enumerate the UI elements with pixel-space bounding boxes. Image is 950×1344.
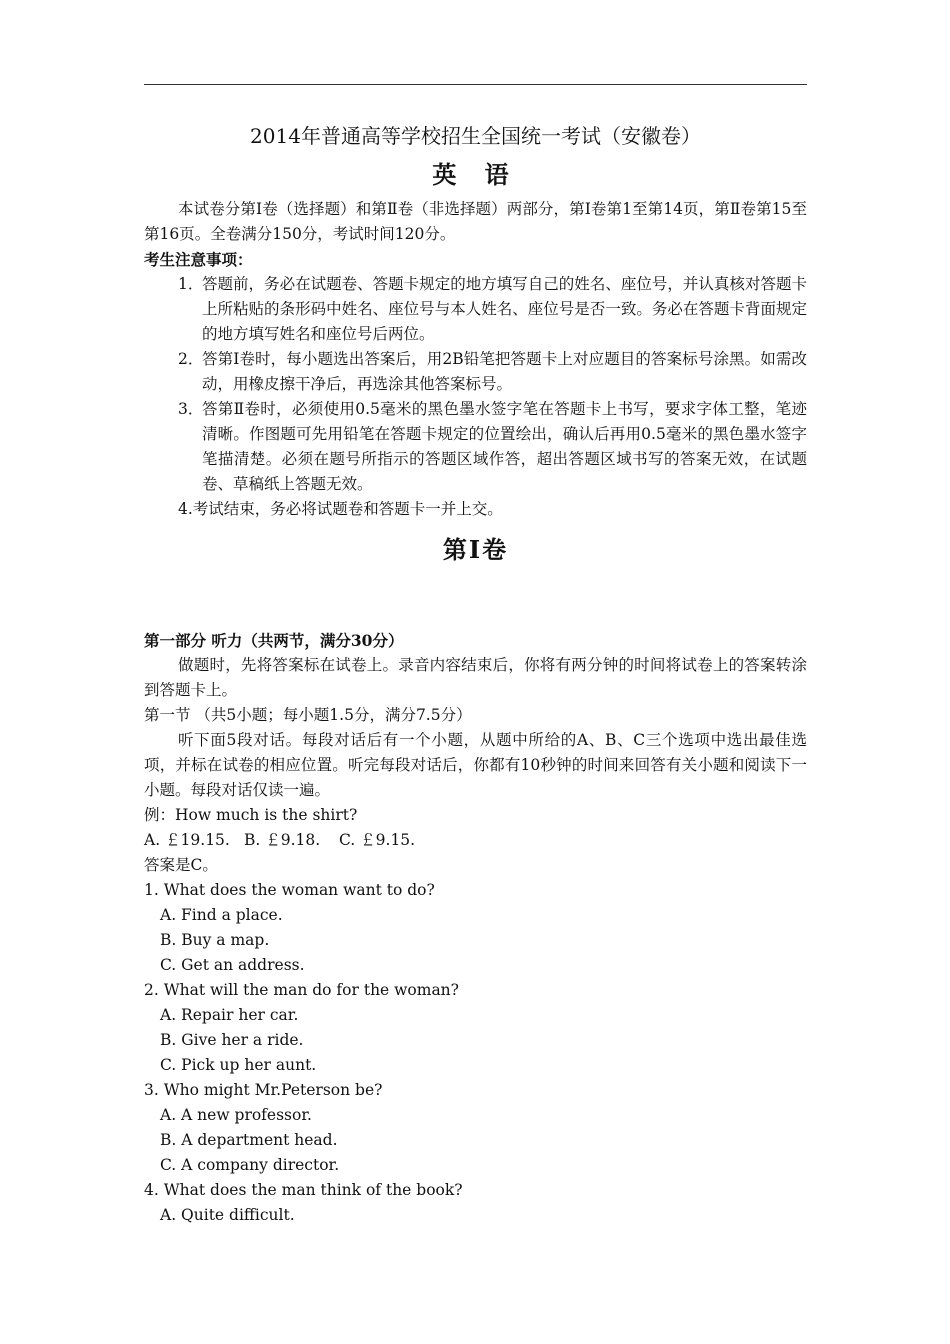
question-2-option-a: A. Repair her car. [160, 1006, 299, 1024]
section1-instruction: 听下面5段对话。每段对话后有一个小题，从题中所给的A、B、C三个选项中选出最佳选项，并标在试卷的相应位置。听完每段对话后，你都有10秒钟的时间来回答有关小题和阅读下一小题。每段对话仅读一遍。 [144, 731, 807, 799]
spacer [144, 570, 807, 628]
note-text: 答第Ⅱ卷时，必须使用0.5毫米的黑色墨水签字笔在答题卡上书写，要求字体工整，笔迹清晰。作图题可先用铅笔在答题卡规定的位置绘出，确认后再用0.5毫米的黑色墨水签字笔描清楚。必须在题号所指示的答题区域作答，超出答题区域书写的答案无效，在试题卷、草稿纸上答题无效。 [202, 400, 807, 493]
example-options [144, 828, 807, 853]
question-4-option-a: A. Quite difficult. [160, 1206, 295, 1224]
question-3-option-c: C. A company director. [160, 1156, 340, 1174]
exam-title: 2014年普通高等学校招生全国统一考试（安徽卷） [250, 124, 701, 148]
note-number: 2． [178, 350, 204, 368]
note-item [178, 272, 807, 347]
question-3-option-b: B. A department head. [160, 1131, 338, 1149]
example-option-a: A. ￡19.15. [144, 831, 230, 849]
page-content [144, 116, 807, 1228]
note-item-4: 4.考试结束，务必将试题卷和答题卡一并上交。 [178, 500, 503, 518]
question-1-option-a: A. Find a place. [160, 906, 283, 924]
question-4: 4. What does the man think of the book? [144, 1181, 463, 1199]
question-2-option-c: C. Pick up her aunt. [160, 1056, 317, 1074]
question-1: 1. What does the woman want to do? [144, 881, 435, 899]
volume-title: 第Ⅰ卷 [442, 535, 509, 564]
example-option-b: B. ￡9.18. [244, 831, 321, 849]
subject-title: 英 语 [432, 160, 519, 189]
header-rule [144, 84, 807, 85]
note-item [178, 397, 807, 497]
note-text: 答题前，务必在试题卷、答题卡规定的地方填写自己的姓名、座位号，并认真核对答题卡上所粘贴的条形码中姓名、座位号与本人姓名、座位号是否一致。务必在答题卡背面规定的地方填写姓名和座位号后两位。 [202, 275, 807, 343]
note-number: 3． [178, 400, 204, 418]
example-answer: 答案是C。 [144, 856, 218, 874]
question-2: 2. What will the man do for the woman? [144, 981, 459, 999]
question-1-option-c: C. Get an address. [160, 956, 305, 974]
question-1-option-b: B. Buy a map. [160, 931, 270, 949]
note-text: 答第Ⅰ卷时，每小题选出答案后，用2B铅笔把答题卡上对应题目的答案标号涂黑。如需改动，用橡皮擦干净后，再选涂其他答案标号。 [202, 350, 807, 393]
notes-heading: 考生注意事项： [144, 250, 253, 269]
question-2-option-b: B. Give her a ride. [160, 1031, 304, 1049]
part1-instruction: 做题时，先将答案标在试卷上。录音内容结束后，你将有两分钟的时间将试卷上的答案转涂到答题卡上。 [144, 656, 807, 699]
question-3: 3. Who might Mr.Peterson be? [144, 1081, 383, 1099]
intro-paragraph: 本试卷分第Ⅰ卷（选择题）和第Ⅱ卷（非选择题）两部分，第Ⅰ卷第1至第14页，第Ⅱ卷第15至第16页。全卷满分150分，考试时间120分。 [144, 200, 807, 243]
question-3-option-a: A. A new professor. [160, 1106, 312, 1124]
section1-heading: 第一节 （共5小题；每小题1.5分，满分7.5分） [144, 706, 472, 724]
note-number: 1． [178, 275, 204, 293]
example-option-c: C. ￡9.15. [339, 831, 416, 849]
part1-heading: 第一部分 听力（共两节，满分30分） [144, 631, 404, 650]
note-item [178, 347, 807, 397]
example-question: 例：How much is the shirt? [144, 806, 358, 824]
